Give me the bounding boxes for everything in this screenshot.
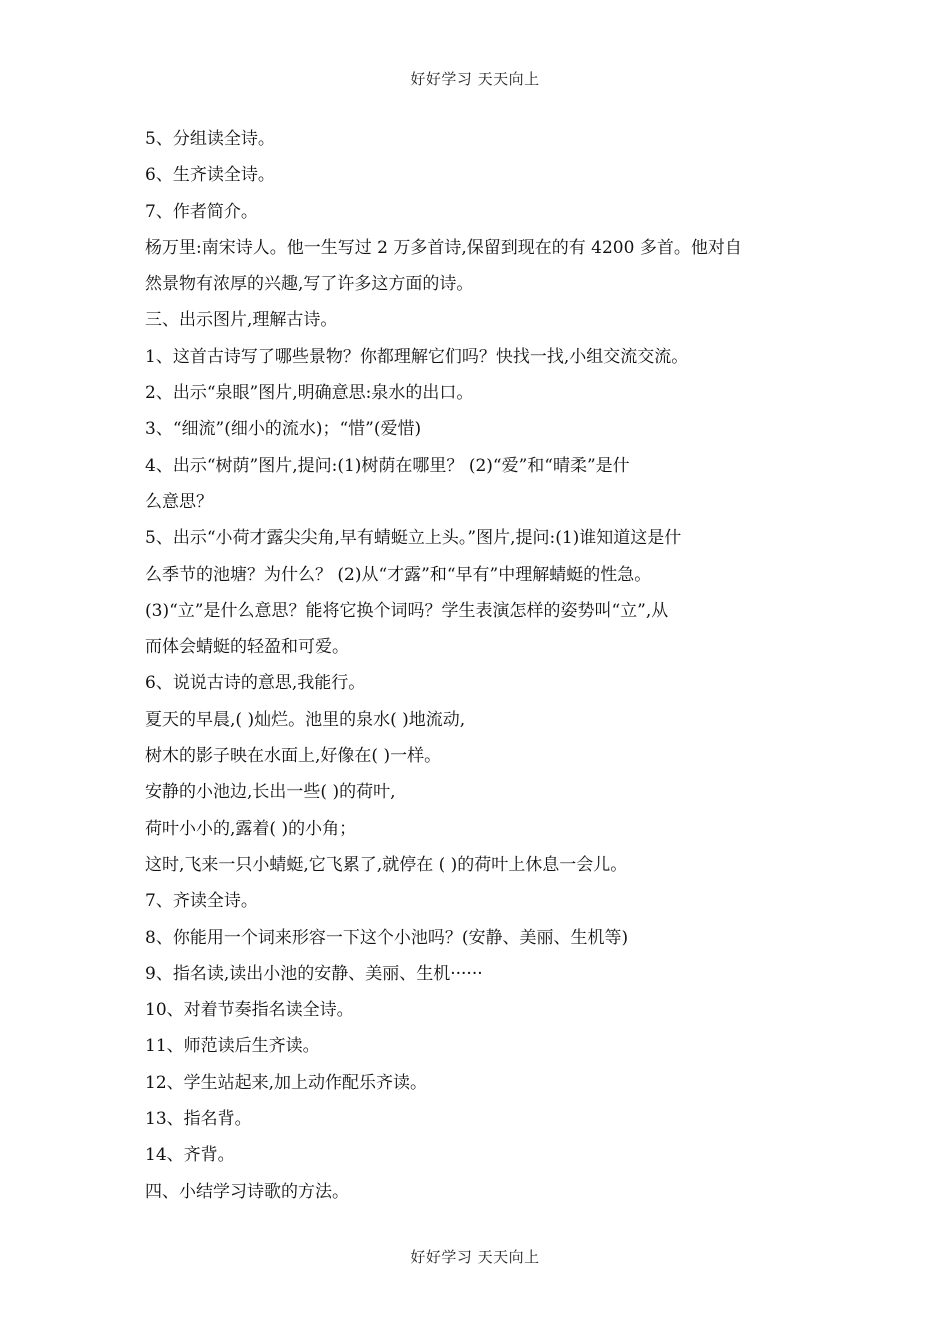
text-line: 12、学生站起来,加上动作配乐齐读。 <box>145 1072 428 1093</box>
text-line: 然景物有浓厚的兴趣,写了许多这方面的诗。 <box>145 274 474 295</box>
fill-in-line: 安静的小池边,长出一些( )的荷叶, <box>145 782 396 803</box>
section-heading: 三、出示图片,理解古诗。 <box>145 310 338 331</box>
text-line: 么意思？ <box>145 491 213 512</box>
text-line: 11、师范读后生齐读。 <box>145 1036 320 1057</box>
text-line: 5、分组读全诗。 <box>145 129 275 149</box>
fill-in-line: 夏天的早晨,( )灿烂。池里的泉水( )地流动, <box>145 709 466 730</box>
page-footer: 好好学习 天天向上 <box>410 1248 540 1266</box>
section-heading: 四、小结学习诗歌的方法。 <box>145 1181 349 1202</box>
text-line: 9、指名读,读出小池的安静、美丽、生机······ <box>145 963 483 984</box>
text-line: 13、指名背。 <box>145 1109 252 1130</box>
text-line: 而体会蜻蜓的轻盈和可爱。 <box>145 637 349 658</box>
text-line: 5、出示“小荷才露尖尖角,早有蜻蜓立上头。”图片,提问:(1)谁知道这是什 <box>145 528 682 549</box>
text-line: 7、齐读全诗。 <box>145 891 258 912</box>
page-header: 好好学习 天天向上 <box>410 70 540 88</box>
text-line: 杨万里:南宋诗人。他一生写过 2 万多首诗,保留到现在的有 4200 多首。他对自 <box>145 237 742 258</box>
fill-in-line: 荷叶小小的,露着( )的小角； <box>145 818 357 839</box>
text-line: 4、出示“树荫”图片,提问:(1)树荫在哪里？ (2)“爱”和“晴柔”是什 <box>145 455 630 476</box>
text-line: 3、“细流”(细小的流水)；“惜”(爱惜) <box>145 419 422 440</box>
text-line: 2、出示“泉眼”图片,明确意思:泉水的出口。 <box>145 383 474 404</box>
fill-in-line: 这时,飞来一只小蜻蜓,它飞累了,就停在 ( )的荷叶上休息一会儿。 <box>145 854 628 875</box>
text-line: (3)“立”是什么意思？能将它换个词吗？学生表演怎样的姿势叫“立”,从 <box>145 600 669 621</box>
text-line: 么季节的池塘？为什么？ (2)从“才露”和“早有”中理解蜻蜓的性急。 <box>145 564 652 585</box>
text-line: 14、齐背。 <box>145 1145 235 1166</box>
document-body <box>145 121 810 1210</box>
text-line: 6、生齐读全诗。 <box>145 165 275 186</box>
text-line: 7、作者简介。 <box>145 201 258 222</box>
text-line: 10、对着节奏指名读全诗。 <box>145 1000 354 1021</box>
text-line: 6、说说古诗的意思,我能行。 <box>145 673 366 694</box>
text-line: 8、你能用一个词来形容一下这个小池吗？(安静、美丽、生机等) <box>145 927 629 948</box>
fill-in-line: 树木的影子映在水面上,好像在( )一样。 <box>145 746 442 767</box>
text-line: 1、这首古诗写了哪些景物？你都理解它们吗？快找一找,小组交流交流。 <box>145 346 689 367</box>
